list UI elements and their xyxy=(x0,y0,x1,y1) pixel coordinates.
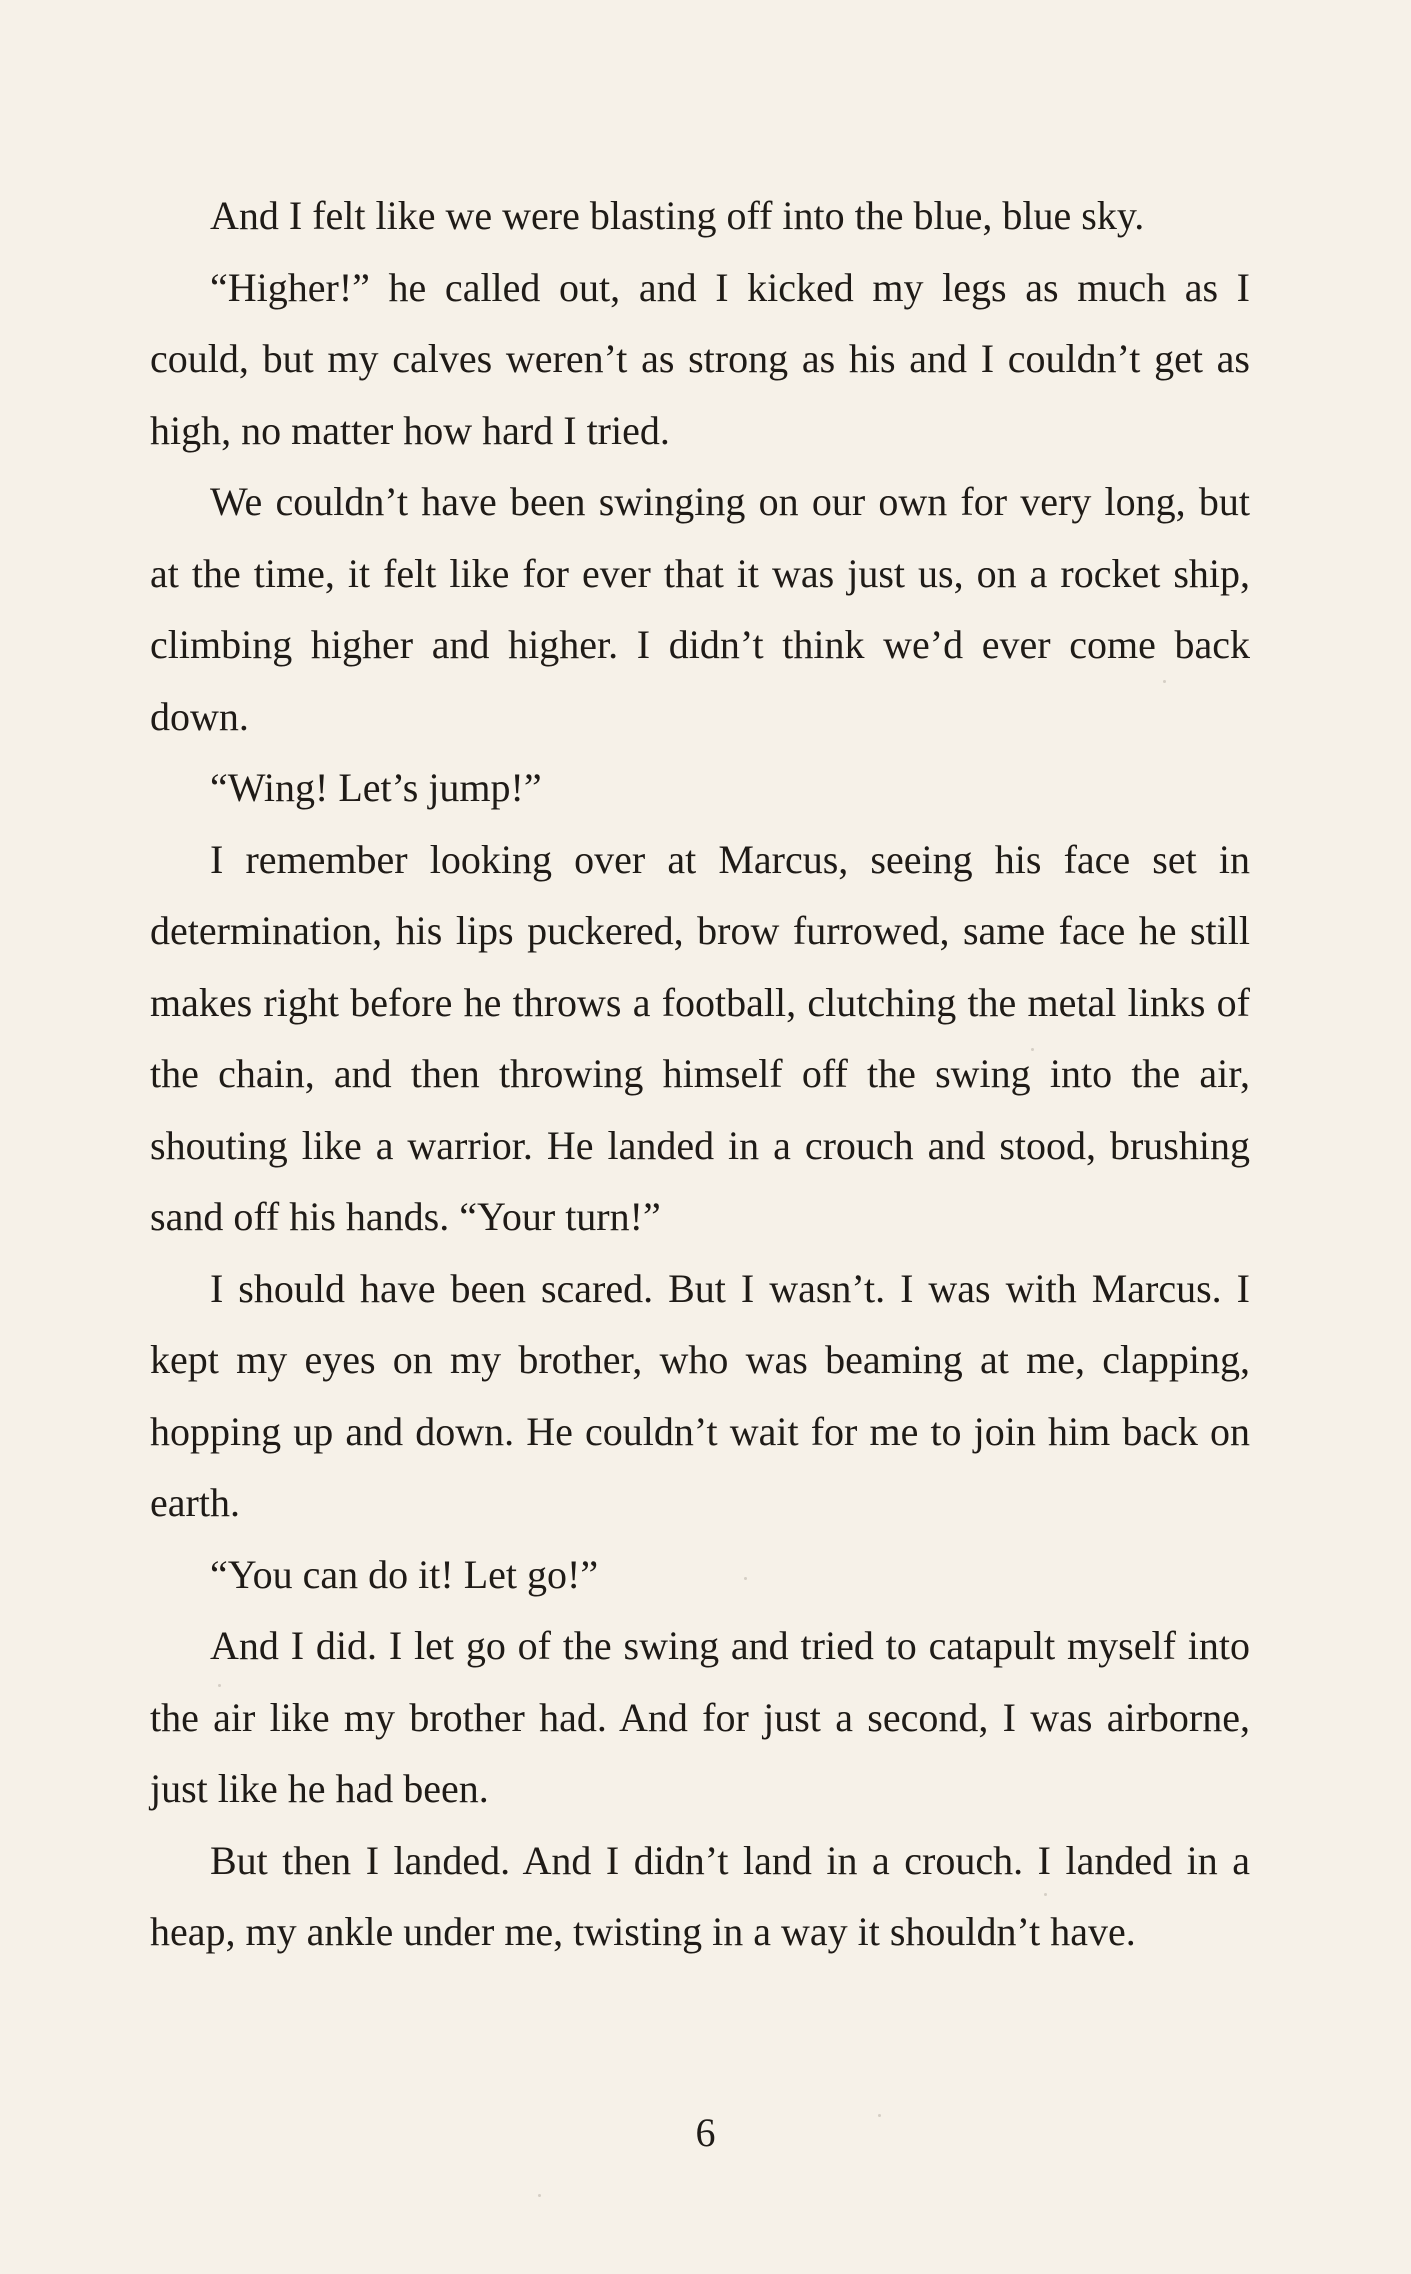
scan-speck xyxy=(1031,1048,1034,1051)
scan-speck xyxy=(1163,680,1166,683)
scan-speck xyxy=(878,2114,881,2117)
scan-speck xyxy=(1044,1893,1047,1896)
paragraph: “You can do it! Let go!” xyxy=(210,1551,599,1597)
scan-speck xyxy=(538,2194,541,2197)
paragraph: “Wing! Let’s jump!” xyxy=(210,765,542,810)
scan-speck xyxy=(218,1684,221,1687)
scan-speck xyxy=(744,1577,747,1580)
body-text xyxy=(150,180,1250,1968)
page-number: 6 xyxy=(695,2110,716,2155)
paragraph: I should have been scared. But I wasn’t. I was with Marcus. I kept my eyes on my brother, who was beaming at me, clapping, hopping up and down. He couldn’t wait for me to join him back on earth. xyxy=(150,1265,1250,1525)
paragraph: “Higher!” he called out, and I kicked my legs as much as I could, but my calves weren’t as strong as his and I couldn’t get as high, no matter how hard I tried. xyxy=(150,264,1250,453)
paragraph: I remember looking over at Marcus, seeing his face set in determination, his lips puckered, brow furrowed, same face he still makes right before he throws a football, clutching the metal links of the chain, and then throwing himself off the swing into the air, shouting like a warrior. He landed in a crouch and stood, brushing sand off his hands. “Your turn!” xyxy=(150,836,1250,1239)
paragraph: And I did. I let go of the swing and tried to catapult myself into the air like my brother had. And for just a second, I was airborne, just like he had been. xyxy=(150,1623,1250,1811)
paragraph: But then I landed. And I didn’t land in a crouch. I landed in a heap, my ankle under me, twisting in a way it shouldn’t have. xyxy=(150,1837,1250,1954)
paragraph: And I felt like we were blasting off into the blue, blue sky. xyxy=(210,193,1145,238)
paragraph: We couldn’t have been swinging on our own for very long, but at the time, it felt like for ever that it was just us, on a rocket ship, climbing higher and higher. I didn’t think we’d ever come back down. xyxy=(150,479,1250,739)
